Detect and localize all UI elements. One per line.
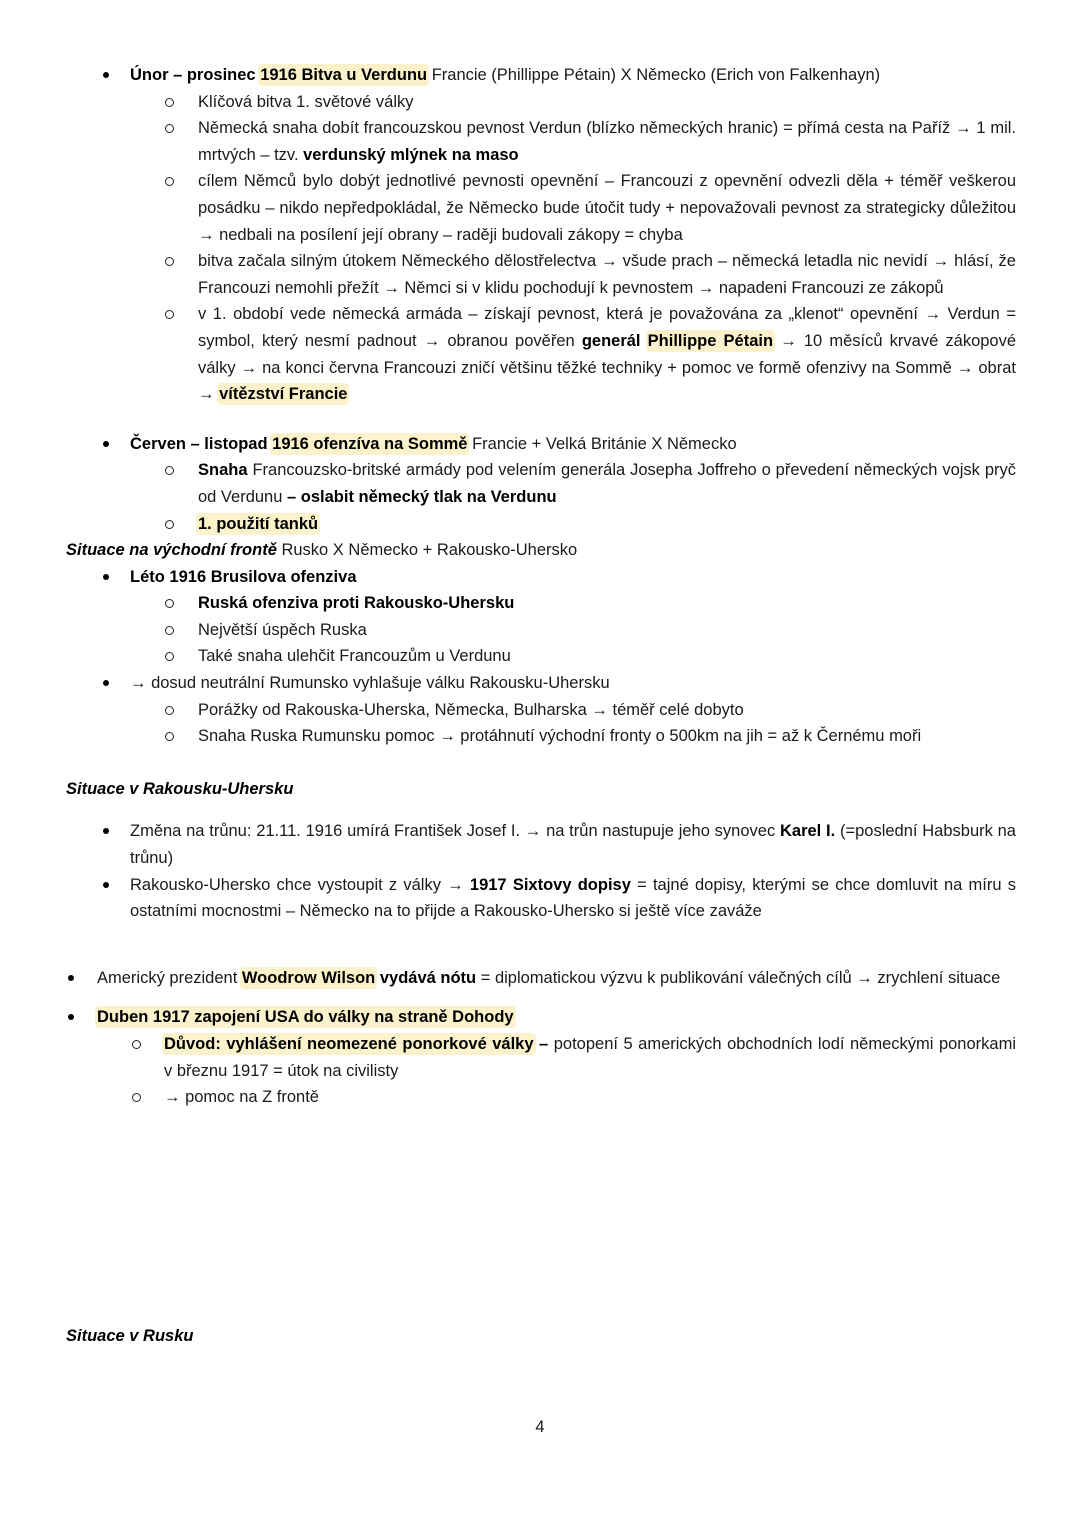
- bullet-dot-icon: [68, 975, 74, 981]
- list-item: [66, 818, 1016, 871]
- bullet-circle-icon: [165, 466, 174, 475]
- bullet-circle-icon: [165, 98, 174, 107]
- bullet-dot-icon: [103, 72, 109, 78]
- text-run: bitva začala silným útokem Německého dělostřelectva → všude prach – německá letadla nic nevidí → hlásí, že Francouzi nemohli přežít → Němci si v klidu pochodují k pevnostem → napadeni Francouzi ze zákopů: [198, 252, 1016, 297]
- text-run: Ruská ofenziva proti Rakousko-Uhersku: [198, 594, 515, 613]
- text-run: Také snaha ulehčit Francouzům u Verdunu: [198, 647, 511, 666]
- list-item: [66, 670, 1016, 697]
- list-item: [66, 301, 1016, 407]
- bullet-circle-icon: [132, 1040, 141, 1049]
- text-run: Léto 1916 Brusilova ofenziva: [130, 567, 357, 586]
- text-run: Francouzsko-britské armády pod velením generála Josepha Joffreho o převedení německých vojsk pryč od Verdunu: [198, 461, 1016, 506]
- text-run: Karel I.: [779, 822, 836, 841]
- text-run: Francie (Phillippe Pétain) X Německo (Erich von Falkenhayn): [427, 66, 881, 84]
- text-run: Situace v Rusku: [66, 1326, 194, 1345]
- text-run: cílem Němců bylo dobýt jednotlivé pevnosti opevnění – Francouzi z opevnění odvezli děla + téměř veškerou posádku – nikdo nepředpokládal, že Německo bude útočit tudy + nepovažovali pevnost za strategicky důležitou → nedbali na posílení její obrany – raději budovali zákopy = chyba: [198, 172, 1016, 244]
- highlighted-text: Duben 1917 zapojení USA do války na straně Dohody: [97, 1008, 514, 1027]
- page-number: 4: [535, 1418, 545, 1436]
- highlighted-text: Phillippe Pétain: [647, 331, 774, 350]
- highlighted-text: 1. použití tanků: [198, 514, 319, 533]
- list-item: [66, 590, 1016, 617]
- section-heading: [66, 776, 1016, 803]
- text-run: Německá snaha dobít francouzskou pevnost Verdun (blízko německých hranic) = přímá cesta na Paříž → 1 mil. mrtvých – tzv.: [198, 119, 1016, 164]
- bullet-circle-icon: [165, 520, 174, 529]
- list-item: [66, 457, 1016, 510]
- text-run: Únor – prosinec: [130, 66, 261, 84]
- text-run: generál: [581, 331, 648, 350]
- text-run: potopení 5 amerických obchodních lodí německými ponorkami v březnu 1917 = útok na civilisty: [164, 1035, 1016, 1080]
- text-run: Situace na východní frontě: [66, 541, 277, 560]
- list-item: [66, 643, 1016, 670]
- text-run: → 10 měsíců krvavé zákopové války → na konci června Francouzi zničí většinu těžké techniky + pomoc ve formě ofenzivy na Sommě → obrat →: [198, 331, 1017, 404]
- text-run: – oslabit německý tlak na Verdunu: [287, 487, 557, 506]
- list-item: [66, 617, 1016, 644]
- text-run: → pomoc na Z frontě: [164, 1088, 319, 1107]
- list-item: [66, 965, 1016, 992]
- text-run: Snaha Ruska Rumunsku pomoc → protáhnutí východní fronty o 500km na jih = až k Černému moři: [198, 727, 922, 746]
- highlighted-text: Woodrow Wilson: [241, 968, 376, 987]
- bullet-circle-icon: [165, 257, 174, 266]
- text-run: → dosud neutrální Rumunsko vyhlašuje válku Rakousku-Uhersku: [130, 674, 610, 693]
- list-item: [66, 89, 1016, 116]
- text-run: –: [533, 1035, 554, 1053]
- text-run: (=poslední Habsburk na trůnu): [130, 822, 1016, 868]
- bullet-dot-icon: [103, 574, 109, 580]
- highlighted-text: Důvod: vyhlášení neomezené ponorkové války: [164, 1035, 534, 1053]
- text-run: 1917 Sixtovy dopisy: [469, 875, 631, 894]
- list-item: [66, 1084, 1016, 1111]
- bullet-circle-icon: [165, 177, 174, 186]
- highlighted-text: 1916 ofenzíva na Sommě: [272, 434, 468, 453]
- list-item: [66, 1004, 1016, 1031]
- bullet-circle-icon: [132, 1093, 141, 1102]
- text-run: Francie + Velká Británie X Německo: [467, 434, 737, 453]
- list-item: [66, 1031, 1016, 1084]
- list-item: [66, 115, 1016, 168]
- text-run: verdunský mlýnek na maso: [303, 145, 519, 164]
- text-run: = diplomatickou výzvu k publikování válečných cílů → zrychlení situace: [476, 968, 1001, 987]
- list-item: [66, 723, 1016, 750]
- bullet-dot-icon: [103, 882, 109, 888]
- text-run: v 1. období vede německá armáda – získají pevnost, která je považována za „klenot“ opevnění → Verdun = symbol, který nesmí padnout → obranou pověřen: [198, 305, 1016, 350]
- text-run: Rakousko-Uhersko chce vystoupit z války →: [130, 875, 470, 894]
- list-item: [66, 62, 1016, 89]
- list-item: [66, 872, 1016, 925]
- text-run: Klíčová bitva 1. světové války: [198, 92, 414, 111]
- text-run: Americký prezident: [97, 968, 242, 987]
- bullet-dot-icon: [103, 680, 109, 686]
- text-run: Rusko X Německo + Rakousko-Uhersko: [276, 541, 578, 560]
- bullet-circle-icon: [165, 706, 174, 715]
- list-item: [66, 511, 1016, 538]
- document-body: [66, 62, 1016, 1349]
- text-run: Červen – listopad: [130, 434, 273, 453]
- text-run: Největší úspěch Ruska: [198, 620, 367, 639]
- text-run: vydává nótu: [375, 968, 477, 987]
- section-heading: [66, 1323, 1016, 1350]
- text-run: Změna na trůnu: 21.11. 1916 umírá František Josef I. → na trůn nastupuje jeho synovec: [130, 822, 780, 841]
- bullet-circle-icon: [165, 124, 174, 133]
- bullet-circle-icon: [165, 310, 174, 319]
- bullet-dot-icon: [68, 1014, 74, 1020]
- bullet-circle-icon: [165, 599, 174, 608]
- text-run: Porážky od Rakouska-Uherska, Německa, Bulharska → téměř celé dobyto: [198, 700, 744, 719]
- highlighted-text: 1916 Bitva u Verdunu: [260, 66, 428, 84]
- text-run: Situace v Rakousku-Uhersku: [66, 779, 294, 798]
- list-item: [66, 168, 1016, 248]
- bullet-dot-icon: [103, 828, 109, 834]
- list-item: [66, 248, 1016, 301]
- section-heading: [66, 537, 1016, 564]
- bullet-circle-icon: [165, 626, 174, 635]
- text-run: = tajné dopisy, kterými se chce domluvit na míru s ostatními mocnostmi – Německo na to přijde a Rakousko-Uhersko si ještě více zaváže: [130, 875, 1016, 921]
- list-item: [66, 564, 1016, 591]
- bullet-circle-icon: [165, 652, 174, 661]
- bullet-dot-icon: [103, 441, 109, 447]
- list-item: [66, 697, 1016, 724]
- bullet-circle-icon: [165, 732, 174, 741]
- list-item: [66, 431, 1016, 458]
- text-run: Snaha: [198, 461, 248, 480]
- highlighted-text: vítězství Francie: [219, 385, 348, 404]
